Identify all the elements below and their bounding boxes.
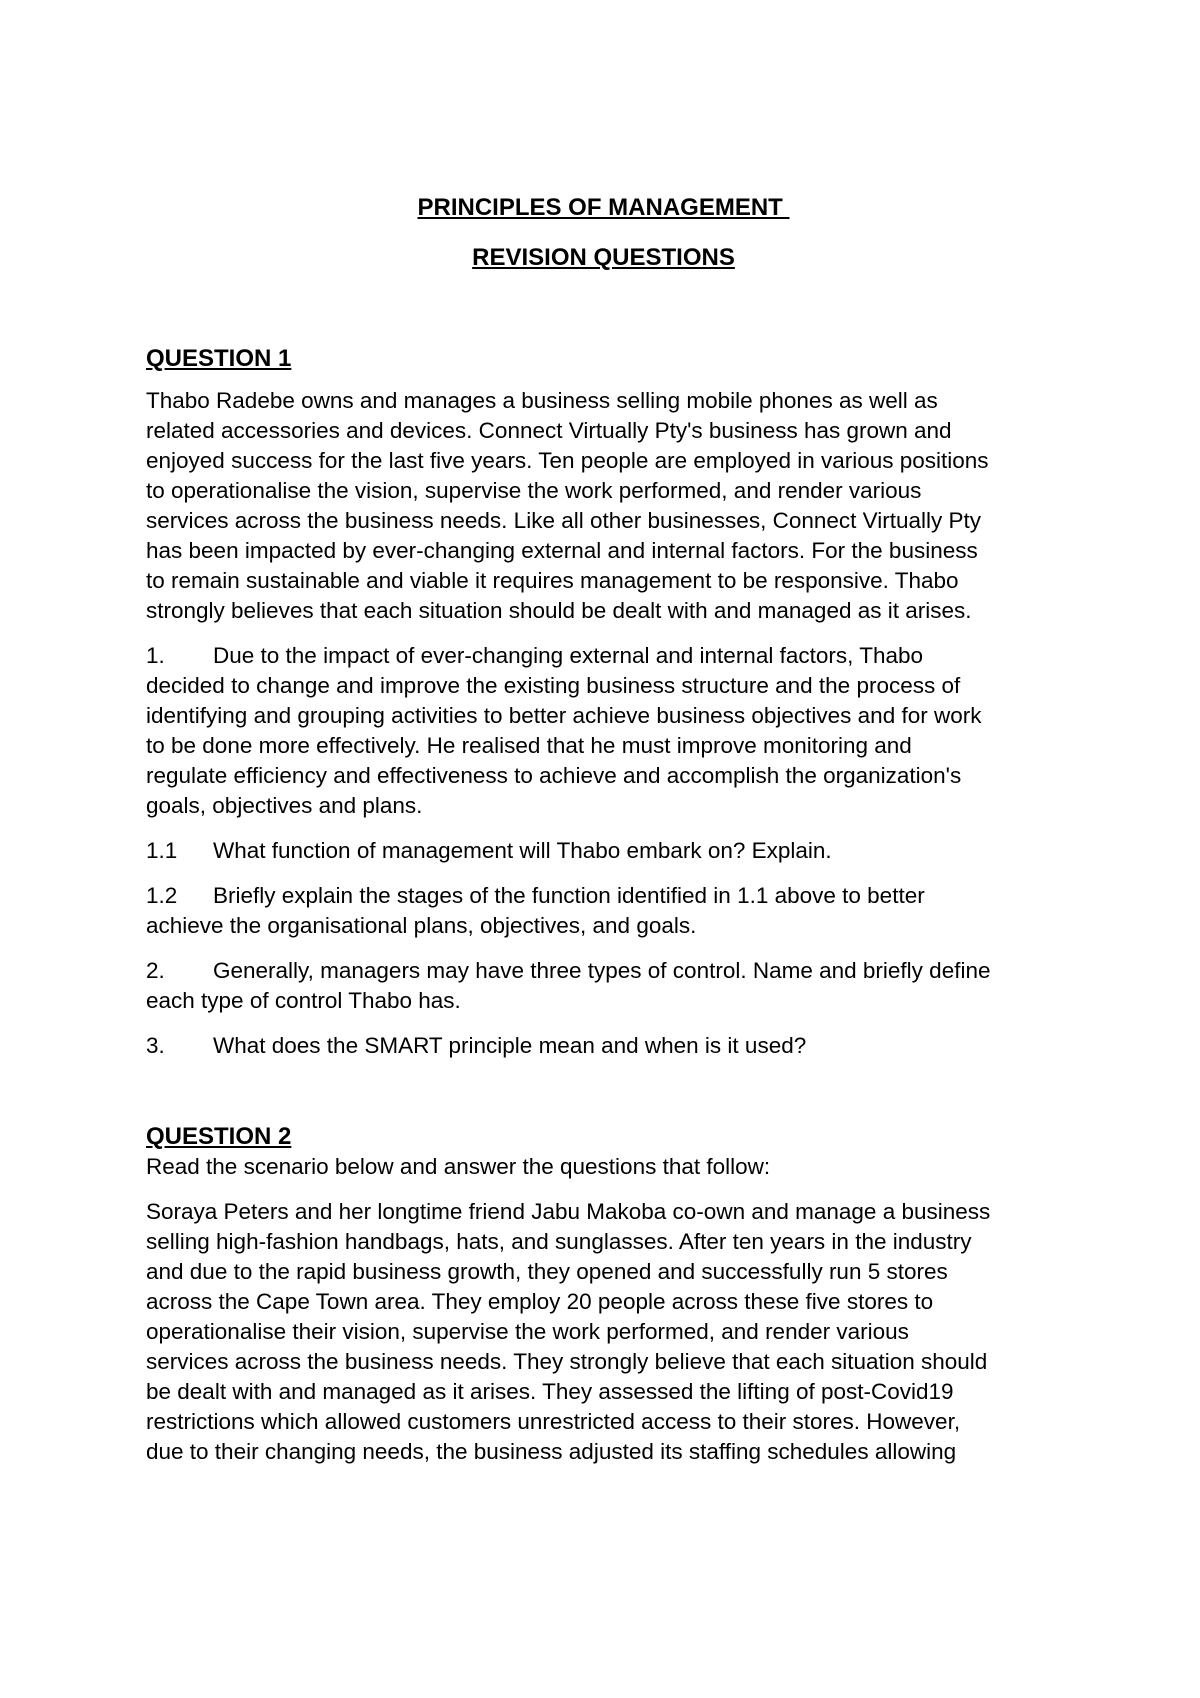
scenario-line: enjoyed success for the last five years. Ten people are employed in various positions	[146, 448, 989, 473]
scenario-line: across the Cape Town area. They employ 20 people across these five stores to	[146, 1289, 934, 1314]
item-line: What function of management will Thabo embark on? Explain.	[213, 838, 832, 863]
item-line: What does the SMART principle mean and when is it used?	[213, 1033, 807, 1058]
scenario-line: Soraya Peters and her longtime friend Jabu Makoba co-own and manage a business	[146, 1199, 991, 1224]
document-title: PRINCIPLES OF MANAGEMENT	[417, 194, 790, 221]
question-2-instruction: Read the scenario below and answer the questions that follow:	[146, 1154, 771, 1179]
scenario-line: be dealt with and managed as it arises. They assessed the lifting of post-Covid19	[146, 1379, 954, 1404]
question-2-heading: QUESTION 2	[146, 1123, 292, 1150]
item-line: achieve the organisational plans, objectives, and goals.	[146, 913, 697, 938]
item-number: 2.	[146, 958, 165, 983]
item-line: regulate efficiency and effectiveness to achieve and accomplish the organization's	[146, 763, 962, 788]
scenario-line: services across the business needs. They strongly believe that each situation should	[146, 1349, 988, 1374]
item-line: Generally, managers may have three types of control. Name and briefly define	[213, 958, 991, 983]
item-line: identifying and grouping activities to better achieve business objectives and for work	[146, 703, 982, 728]
scenario-line: has been impacted by ever-changing external and internal factors. For the business	[146, 538, 978, 563]
question-item-1	[146, 641, 1061, 821]
question-item-3	[146, 1031, 1061, 1061]
question-2-scenario	[146, 1197, 1061, 1467]
scenario-line: restrictions which allowed customers unrestricted access to their stores. However,	[146, 1409, 961, 1434]
scenario-line: to remain sustainable and viable it requires management to be responsive. Thabo	[146, 568, 959, 593]
document-subtitle: REVISION QUESTIONS	[472, 244, 735, 271]
item-line: to be done more effectively. He realised that he must improve monitoring and	[146, 733, 912, 758]
scenario-line: due to their changing needs, the business adjusted its staffing schedules allowing	[146, 1439, 957, 1464]
scenario-line: operationalise their vision, supervise the work performed, and render various	[146, 1319, 909, 1344]
item-line: goals, objectives and plans.	[146, 793, 423, 818]
question-item-1-2	[146, 881, 1061, 941]
question-1-heading: QUESTION 1	[146, 345, 292, 372]
question-item-2	[146, 956, 1061, 1016]
scenario-line: and due to the rapid business growth, they opened and successfully run 5 stores	[146, 1259, 948, 1284]
item-number: 1.2	[146, 883, 178, 908]
scenario-line: selling high-fashion handbags, hats, and sunglasses. After ten years in the industry	[146, 1229, 972, 1254]
item-number: 3.	[146, 1033, 165, 1058]
scenario-line: related accessories and devices. Connect Virtually Pty's business has grown and	[146, 418, 952, 443]
item-line: decided to change and improve the existing business structure and the process of	[146, 673, 961, 698]
item-number: 1.	[146, 643, 165, 668]
item-line: each type of control Thabo has.	[146, 988, 461, 1013]
item-line: Briefly explain the stages of the function identified in 1.1 above to better	[213, 883, 925, 908]
question-item-1-1	[146, 836, 1061, 866]
document-content	[146, 193, 1061, 1467]
scenario-line: Thabo Radebe owns and manages a business selling mobile phones as well as	[146, 388, 938, 413]
scenario-line: strongly believes that each situation should be dealt with and managed as it arises.	[146, 598, 972, 623]
question-1-scenario	[146, 386, 1061, 626]
item-line: Due to the impact of ever-changing external and internal factors, Thabo	[213, 643, 924, 668]
item-number: 1.1	[146, 838, 178, 863]
scenario-line: to operationalise the vision, supervise the work performed, and render various	[146, 478, 922, 503]
scenario-line: services across the business needs. Like all other businesses, Connect Virtually Pty	[146, 508, 982, 533]
